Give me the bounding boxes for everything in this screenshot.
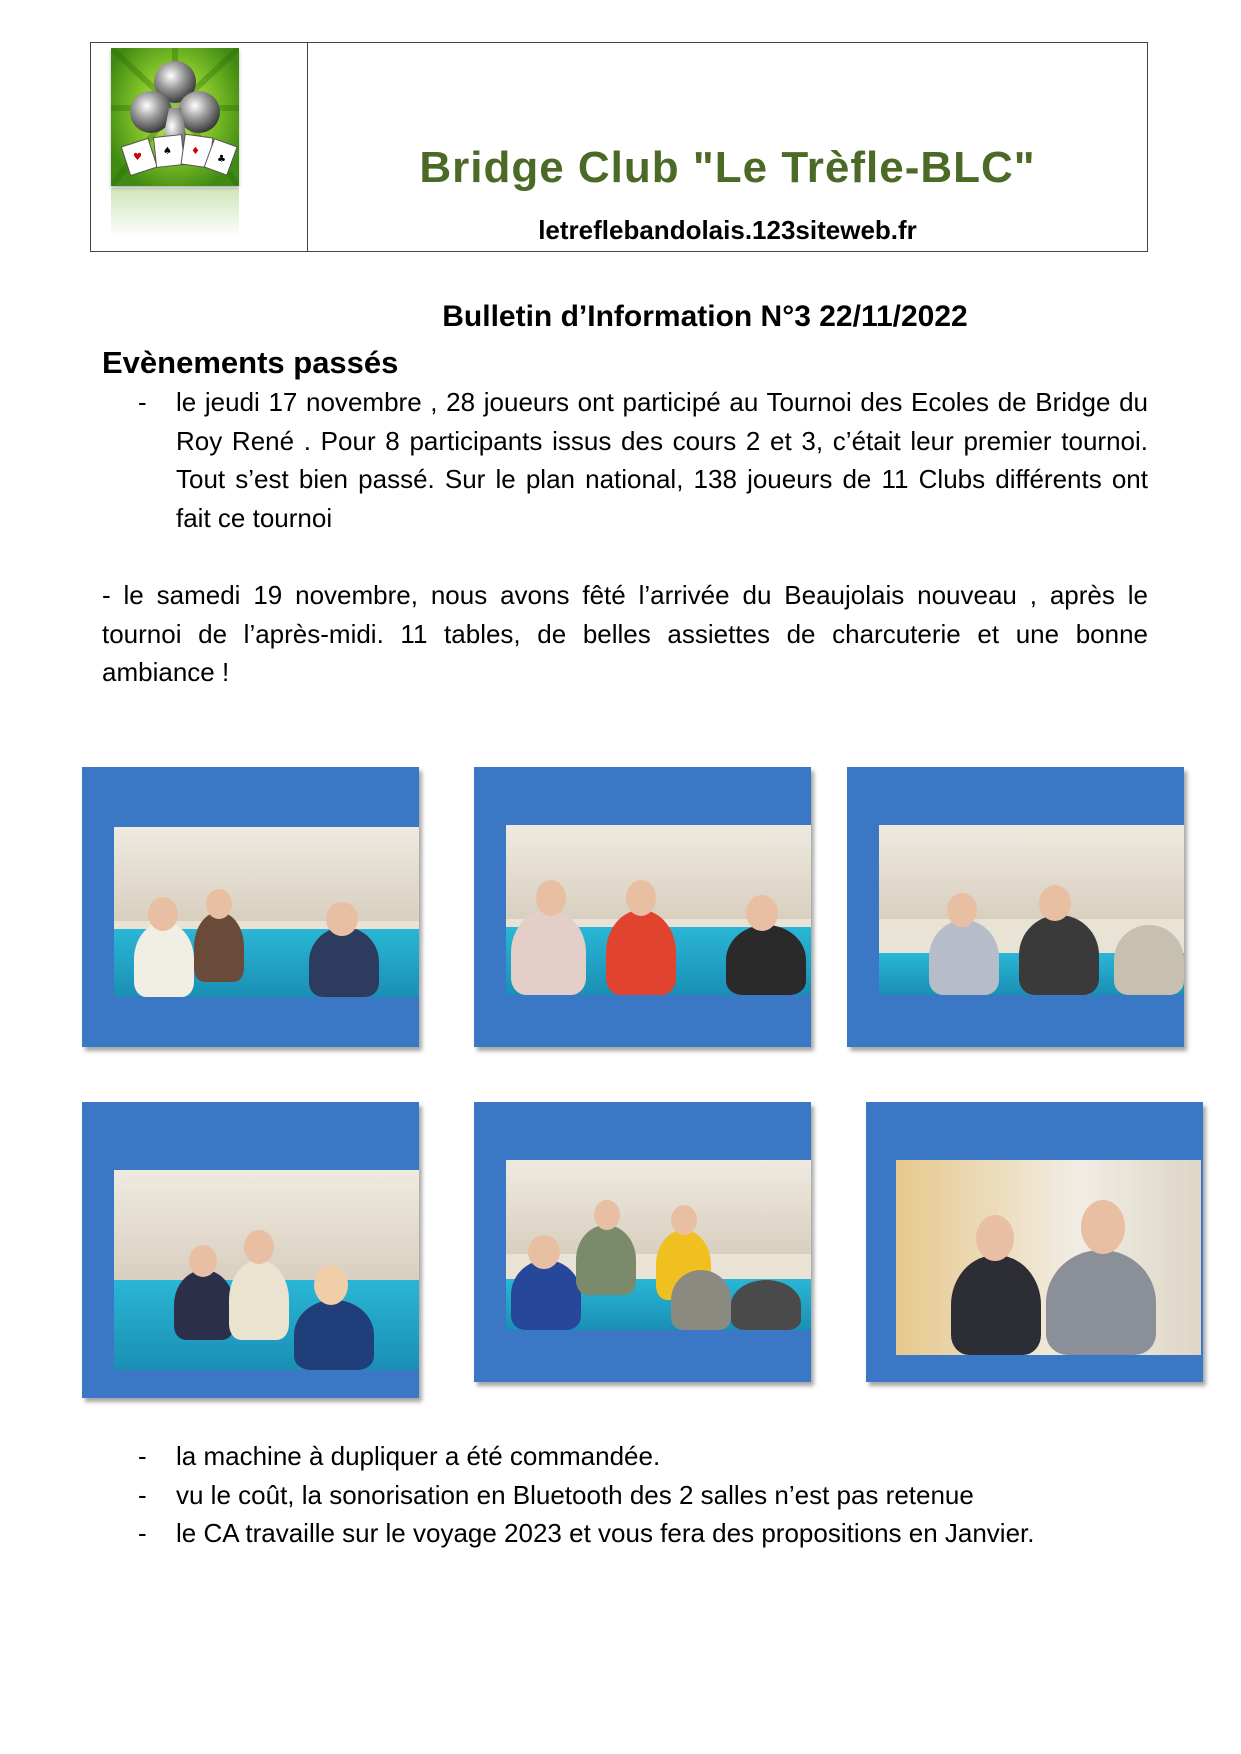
photo-frame: [82, 767, 419, 1047]
photo-frame: [82, 1102, 419, 1398]
section-title: Evènements passés: [102, 345, 399, 380]
svg-text:♣: ♣: [217, 154, 226, 165]
news-list: [130, 1437, 1148, 1553]
event-text: le jeudi 17 novembre , 28 joueurs ont participé au Tournoi des Ecoles de Bridge du Roy René . Pour 8 participants issus des cours 2 et 3, c’était leur premier tournoi. Tout s’est bien passé. Sur le plan national, 138 joueurs de 11 Clubs différents ont fait ce tournoi: [176, 387, 1148, 533]
photo-6: [896, 1160, 1201, 1355]
club-title: Bridge Club "Le Trèfle-BLC": [419, 143, 1036, 192]
svg-text:♦: ♦: [191, 146, 200, 157]
news-text: le CA travaille sur le voyage 2023 et vous fera des propositions en Janvier.: [176, 1518, 1035, 1548]
header-box: [90, 42, 1148, 252]
list-item: [130, 1476, 1148, 1515]
title-cell: [308, 43, 1147, 251]
event-paragraph: - le samedi 19 novembre, nous avons fêté l’arrivée du Beaujolais nouveau , après le tournoi de l’après-midi. 11 tables, de belles assiettes de charcuterie et une bonne ambiance !: [102, 580, 1148, 687]
svg-text:♥: ♥: [133, 152, 142, 163]
bulletin-title: Bulletin d’Information N°3 22/11/2022: [442, 300, 968, 333]
photo-frame: [474, 1102, 811, 1382]
news-text: la machine à dupliquer a été commandée.: [176, 1441, 661, 1471]
club-trefoil-icon: [111, 48, 239, 186]
logo-reflection: [111, 188, 239, 238]
bullet-marker: -: [138, 1518, 147, 1548]
bullet-marker: -: [138, 1479, 147, 1510]
list-item: [130, 383, 1148, 537]
photo-frame: [474, 767, 811, 1047]
events-list: [130, 383, 1148, 537]
photo-5: [506, 1160, 811, 1330]
photo-4: [114, 1170, 419, 1370]
photo-2: [506, 825, 811, 995]
bullet-marker: -: [138, 1441, 147, 1471]
news-text: vu le coût, la sonorisation en Bluetooth des 2 salles n’est pas retenue: [176, 1479, 974, 1510]
photo-1: [114, 827, 419, 997]
logo-cell: [91, 43, 308, 251]
list-item: [130, 1437, 1148, 1476]
bullet-marker: -: [138, 387, 147, 417]
photo-frame: [847, 767, 1184, 1047]
club-website-url: letreflebandolais.123siteweb.fr: [538, 215, 917, 245]
club-logo: [111, 48, 239, 186]
svg-text:♠: ♠: [163, 146, 172, 157]
list-item: [130, 1514, 1148, 1553]
photo-3: [879, 825, 1184, 995]
photo-frame: [866, 1102, 1203, 1382]
